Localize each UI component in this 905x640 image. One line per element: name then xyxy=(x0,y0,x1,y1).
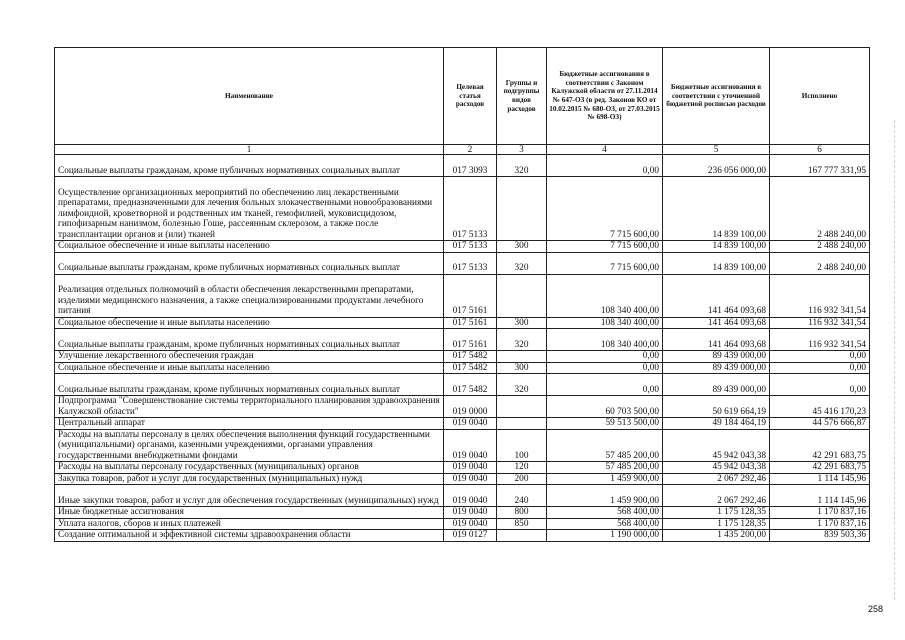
row-expense-group: 300 xyxy=(497,241,547,253)
row-target-code: 017 3093 xyxy=(444,155,497,177)
row-refined-allocation: 89 439 000,00 xyxy=(663,351,770,363)
table-row xyxy=(55,274,870,317)
row-target-code: 017 5133 xyxy=(444,241,497,253)
row-target-code: 017 5161 xyxy=(444,317,497,329)
row-expense-group: 800 xyxy=(497,507,547,519)
row-law-allocation: 7 715 600,00 xyxy=(547,241,663,253)
row-name: Создание оптимальной и эффективной системы здравоохранения области xyxy=(55,530,444,542)
row-name: Центральный аппарат xyxy=(55,418,444,430)
row-executed: 2 488 240,00 xyxy=(770,241,870,253)
row-refined-allocation: 14 839 100,00 xyxy=(663,252,770,274)
row-executed: 0,00 xyxy=(770,374,870,396)
row-name: Социальные выплаты гражданам, кроме публичных нормативных социальных выплат xyxy=(55,374,444,396)
row-target-code: 017 5482 xyxy=(444,351,497,363)
row-refined-allocation: 141 464 093,68 xyxy=(663,317,770,329)
scan-edge-mark xyxy=(893,120,895,600)
row-expense-group: 320 xyxy=(497,329,547,351)
table-row xyxy=(55,462,870,474)
table-row xyxy=(55,362,870,374)
row-expense-group: 100 xyxy=(497,429,547,462)
row-target-code: 019 0040 xyxy=(444,429,497,462)
row-executed: 42 291 683,75 xyxy=(770,462,870,474)
table-body xyxy=(55,155,870,542)
row-law-allocation: 59 513 500,00 xyxy=(547,418,663,430)
row-target-code: 019 0040 xyxy=(444,507,497,519)
row-law-allocation: 108 340 400,00 xyxy=(547,329,663,351)
table-row xyxy=(55,396,870,418)
row-executed: 2 488 240,00 xyxy=(770,177,870,241)
row-target-code: 019 0040 xyxy=(444,518,497,530)
row-expense-group: 200 xyxy=(497,473,547,485)
row-executed: 44 576 666,87 xyxy=(770,418,870,430)
row-executed: 116 932 341,54 xyxy=(770,329,870,351)
row-refined-allocation: 45 942 043,38 xyxy=(663,462,770,474)
row-executed: 167 777 331,95 xyxy=(770,155,870,177)
row-refined-allocation: 14 839 100,00 xyxy=(663,177,770,241)
row-refined-allocation: 236 056 000,00 xyxy=(663,155,770,177)
header-refined-allocation: Бюджетные ассигнования в соответствии с уточненной бюджетной росписью расходов xyxy=(663,48,770,145)
row-expense-group: 850 xyxy=(497,518,547,530)
row-expense-group: 320 xyxy=(497,155,547,177)
row-target-code: 019 0000 xyxy=(444,396,497,418)
row-name: Закупка товаров, работ и услуг для государственных (муниципальных) нужд xyxy=(55,473,444,485)
row-expense-group xyxy=(497,351,547,363)
row-expense-group: 320 xyxy=(497,252,547,274)
column-number: 4 xyxy=(547,145,663,155)
row-executed: 1 114 145,96 xyxy=(770,485,870,507)
column-number-row xyxy=(55,145,870,155)
row-expense-group xyxy=(497,418,547,430)
row-expense-group: 120 xyxy=(497,462,547,474)
row-target-code: 019 0040 xyxy=(444,473,497,485)
row-name: Улучшение лекарственного обеспечения граждан xyxy=(55,351,444,363)
row-refined-allocation: 141 464 093,68 xyxy=(663,329,770,351)
row-refined-allocation: 49 184 464,19 xyxy=(663,418,770,430)
row-target-code: 019 0127 xyxy=(444,530,497,542)
row-name: Реализация отдельных полномочий в области обеспечения лекарственными препаратами, изделиями медицинского назначения, а также специализированными продуктами лечебного питания xyxy=(55,274,444,317)
row-target-code: 019 0040 xyxy=(444,485,497,507)
row-refined-allocation: 89 439 000,00 xyxy=(663,362,770,374)
table-row xyxy=(55,155,870,177)
table-row xyxy=(55,252,870,274)
row-target-code: 017 5133 xyxy=(444,252,497,274)
header-executed: Исполнено xyxy=(770,48,870,145)
row-name: Иные бюджетные ассигнования xyxy=(55,507,444,519)
row-target-code: 017 5482 xyxy=(444,362,497,374)
row-target-code: 019 0040 xyxy=(444,462,497,474)
table-row xyxy=(55,177,870,241)
row-name: Расходы на выплаты персоналу в целях обеспечения выполнения функций государственными (муниципальными) органами, казенными учреждениями, органами управления государственными внебюджетными фондами xyxy=(55,429,444,462)
table-row xyxy=(55,485,870,507)
column-number: 6 xyxy=(770,145,870,155)
row-executed: 116 932 341,54 xyxy=(770,274,870,317)
row-name: Социальное обеспечение и иные выплаты населению xyxy=(55,241,444,253)
row-law-allocation: 7 715 600,00 xyxy=(547,252,663,274)
table-row xyxy=(55,429,870,462)
row-executed: 45 416 170,23 xyxy=(770,396,870,418)
row-name: Уплата налогов, сборов и иных платежей xyxy=(55,518,444,530)
row-target-code: 017 5161 xyxy=(444,274,497,317)
row-executed: 1 170 837,16 xyxy=(770,518,870,530)
row-target-code: 017 5133 xyxy=(444,177,497,241)
table-row xyxy=(55,317,870,329)
row-law-allocation: 1 190 000,00 xyxy=(547,530,663,542)
row-name: Социальные выплаты гражданам, кроме публичных нормативных социальных выплат xyxy=(55,252,444,274)
column-number: 2 xyxy=(444,145,497,155)
row-law-allocation: 568 400,00 xyxy=(547,518,663,530)
row-law-allocation: 0,00 xyxy=(547,155,663,177)
header-target-item: Целевая статья расходов xyxy=(444,48,497,145)
row-refined-allocation: 89 439 000,00 xyxy=(663,374,770,396)
row-law-allocation: 1 459 900,00 xyxy=(547,485,663,507)
header-law-allocation: Бюджетные ассигнования в соответствии с Законом Калужской области от 27.11.2014 № 647-ОЗ (в ред. Законов КО от 10.02.2015 № 680-ОЗ, от 27.03.2015 № 698-ОЗ) xyxy=(547,48,663,145)
row-expense-group xyxy=(497,274,547,317)
row-target-code: 017 5482 xyxy=(444,374,497,396)
row-name: Осуществление организационных мероприятий по обеспечению лиц лекарственными препаратами, предназначенными для лечения больных злокачественными новообразованиями лимфоидной, кроветворной и родственных им тканей, гемофилией, муковисцидозом, гипофизарным нанизмом, болезнью Гоше, рассеянным склерозом, а также после трансплантации органов и (или) тканей xyxy=(55,177,444,241)
row-refined-allocation: 2 067 292,46 xyxy=(663,485,770,507)
row-law-allocation: 0,00 xyxy=(547,351,663,363)
table-row xyxy=(55,418,870,430)
row-target-code: 017 5161 xyxy=(444,329,497,351)
row-executed: 0,00 xyxy=(770,362,870,374)
row-refined-allocation: 14 839 100,00 xyxy=(663,241,770,253)
row-expense-group: 300 xyxy=(497,317,547,329)
row-name: Социальное обеспечение и иные выплаты населению xyxy=(55,317,444,329)
row-expense-group: 300 xyxy=(497,362,547,374)
table-row xyxy=(55,518,870,530)
row-executed: 1 114 145,96 xyxy=(770,473,870,485)
row-executed: 42 291 683,75 xyxy=(770,429,870,462)
row-refined-allocation: 1 435 200,00 xyxy=(663,530,770,542)
column-number: 3 xyxy=(497,145,547,155)
row-expense-group: 240 xyxy=(497,485,547,507)
table-row xyxy=(55,329,870,351)
row-name: Расходы на выплаты персоналу государственных (муниципальных) органов xyxy=(55,462,444,474)
row-refined-allocation: 45 942 043,38 xyxy=(663,429,770,462)
budget-table xyxy=(54,47,870,542)
row-refined-allocation: 2 067 292,46 xyxy=(663,473,770,485)
table-row xyxy=(55,507,870,519)
row-expense-group xyxy=(497,530,547,542)
row-expense-group xyxy=(497,396,547,418)
header-name: Наименование xyxy=(55,48,444,145)
row-name: Иные закупки товаров, работ и услуг для обеспечения государственных (муниципальных) нужд xyxy=(55,485,444,507)
table-row xyxy=(55,374,870,396)
table-row xyxy=(55,473,870,485)
column-number: 5 xyxy=(663,145,770,155)
header-row xyxy=(55,48,870,145)
row-law-allocation: 1 459 900,00 xyxy=(547,473,663,485)
row-executed: 2 488 240,00 xyxy=(770,252,870,274)
row-law-allocation: 57 485 200,00 xyxy=(547,429,663,462)
row-law-allocation: 0,00 xyxy=(547,374,663,396)
row-law-allocation: 108 340 400,00 xyxy=(547,274,663,317)
row-law-allocation: 108 340 400,00 xyxy=(547,317,663,329)
row-law-allocation: 7 715 600,00 xyxy=(547,177,663,241)
row-name: Социальное обеспечение и иные выплаты населению xyxy=(55,362,444,374)
page-number: 258 xyxy=(867,604,883,614)
row-executed: 0,00 xyxy=(770,351,870,363)
table-row xyxy=(55,241,870,253)
row-name: Подпрограмма "Совершенствование системы территориального планирования здравоохранения Калужской области" xyxy=(55,396,444,418)
row-name: Социальные выплаты гражданам, кроме публичных нормативных социальных выплат xyxy=(55,155,444,177)
row-law-allocation: 57 485 200,00 xyxy=(547,462,663,474)
row-expense-group: 320 xyxy=(497,374,547,396)
header-expense-group: Группы и подгруппы видов расходов xyxy=(497,48,547,145)
row-expense-group xyxy=(497,177,547,241)
table-row xyxy=(55,351,870,363)
row-executed: 116 932 341,54 xyxy=(770,317,870,329)
row-law-allocation: 568 400,00 xyxy=(547,507,663,519)
row-target-code: 019 0040 xyxy=(444,418,497,430)
row-law-allocation: 60 703 500,00 xyxy=(547,396,663,418)
row-refined-allocation: 1 175 128,35 xyxy=(663,518,770,530)
row-refined-allocation: 141 464 093,68 xyxy=(663,274,770,317)
row-executed: 839 503,36 xyxy=(770,530,870,542)
row-executed: 1 170 837,16 xyxy=(770,507,870,519)
row-refined-allocation: 1 175 128,35 xyxy=(663,507,770,519)
row-name: Социальные выплаты гражданам, кроме публичных нормативных социальных выплат xyxy=(55,329,444,351)
table-row xyxy=(55,530,870,542)
row-law-allocation: 0,00 xyxy=(547,362,663,374)
column-number: 1 xyxy=(55,145,444,155)
row-refined-allocation: 50 619 664,19 xyxy=(663,396,770,418)
